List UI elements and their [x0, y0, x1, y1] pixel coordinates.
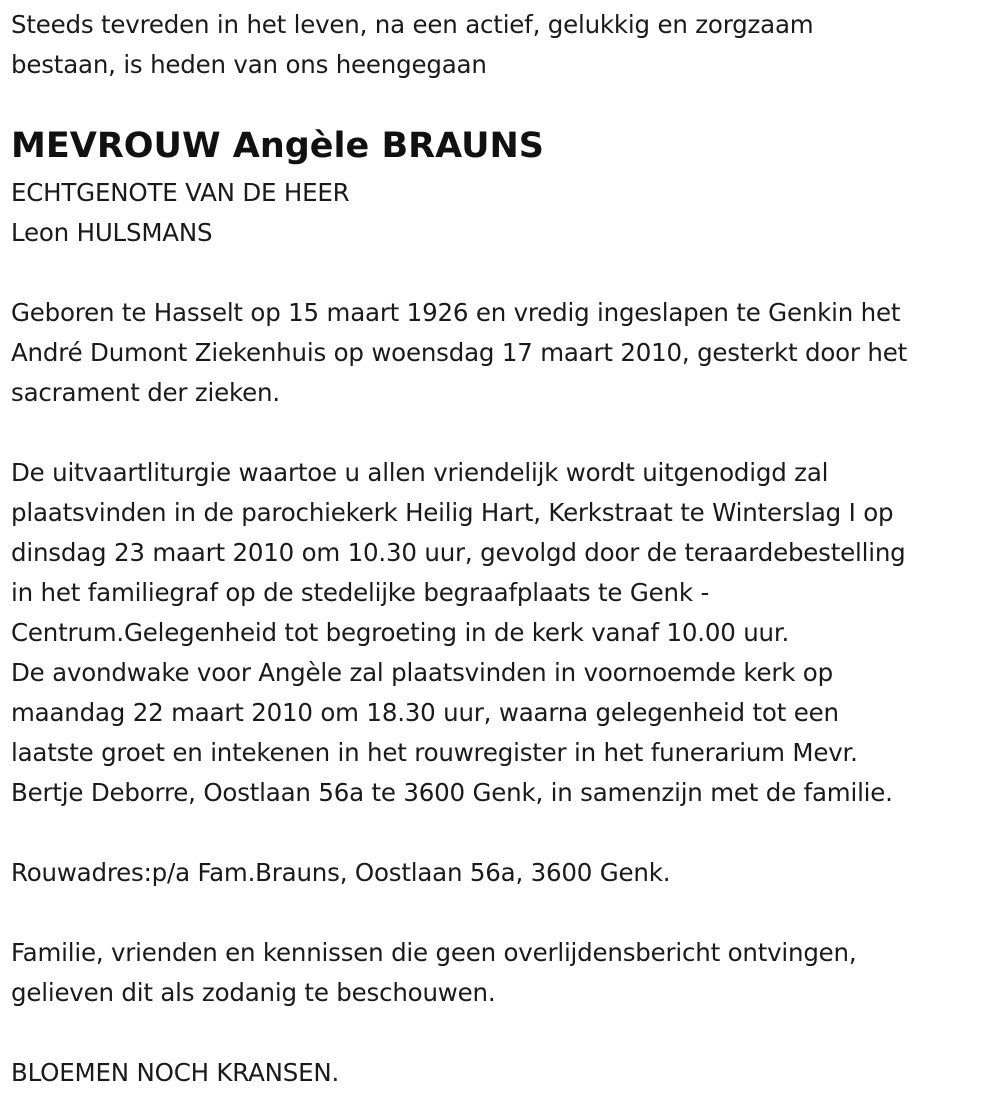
- birth-death-line: Geboren te Hasselt op 15 maart 1926 en vredig ingeslapen te Genkin het: [11, 298, 901, 327]
- notice-paragraph: [11, 933, 856, 1013]
- spouse-line: ECHTGENOTE VAN DE HEER: [11, 178, 350, 207]
- funeral-line: De uitvaartliturgie waartoe u allen vriendelijk wordt uitgenodigd zal: [11, 458, 829, 487]
- funeral-line: laatste groet en intekenen in het rouwregister in het funerarium Mevr.: [11, 738, 858, 767]
- funeral-line: plaatsvinden in de parochiekerk Heilig Hart, Kerkstraat te Winterslag I op: [11, 498, 894, 527]
- birth-death-line: André Dumont Ziekenhuis op woensdag 17 maart 2010, gesterkt door het: [11, 338, 907, 367]
- address-line: Rouwadres:p/a Fam.Brauns, Oostlaan 56a, 3600 Genk.: [11, 858, 671, 887]
- intro-line: Steeds tevreden in het leven, na een actief, gelukkig en zorgzaam: [11, 10, 814, 39]
- deceased-name: MEVROUW Angèle BRAUNS: [11, 126, 545, 166]
- birth-death-paragraph: [11, 293, 907, 413]
- funeral-line: De avondwake voor Angèle zal plaatsvinden in voornoemde kerk op: [11, 658, 833, 687]
- intro-line: bestaan, is heden van ons heengegaan: [11, 50, 487, 79]
- spouse-block: [11, 173, 350, 253]
- notice-line: Familie, vrienden en kennissen die geen overlijdensbericht ontvingen,: [11, 938, 857, 967]
- funeral-paragraph: [11, 453, 906, 813]
- intro-paragraph: [11, 5, 813, 85]
- funeral-line: in het familiegraf op de stedelijke begraafplaats te Genk -: [11, 578, 710, 607]
- funeral-line: Centrum.Gelegenheid tot begroeting in de kerk vanaf 10.00 uur.: [11, 618, 790, 647]
- closing-text: BLOEMEN NOCH KRANSEN.: [11, 1058, 340, 1087]
- mourning-address: [11, 853, 670, 893]
- notice-line: gelieven dit als zodanig te beschouwen.: [11, 978, 496, 1007]
- closing-line: [11, 1053, 339, 1093]
- funeral-line: maandag 22 maart 2010 om 18.30 uur, waarna gelegenheid tot een: [11, 698, 839, 727]
- birth-death-line: sacrament der zieken.: [11, 378, 280, 407]
- funeral-line: Bertje Deborre, Oostlaan 56a te 3600 Genk, in samenzijn met de familie.: [11, 778, 893, 807]
- spouse-line: Leon HULSMANS: [11, 218, 213, 247]
- funeral-line: dinsdag 23 maart 2010 om 10.30 uur, gevolgd door de teraardebestelling: [11, 538, 906, 567]
